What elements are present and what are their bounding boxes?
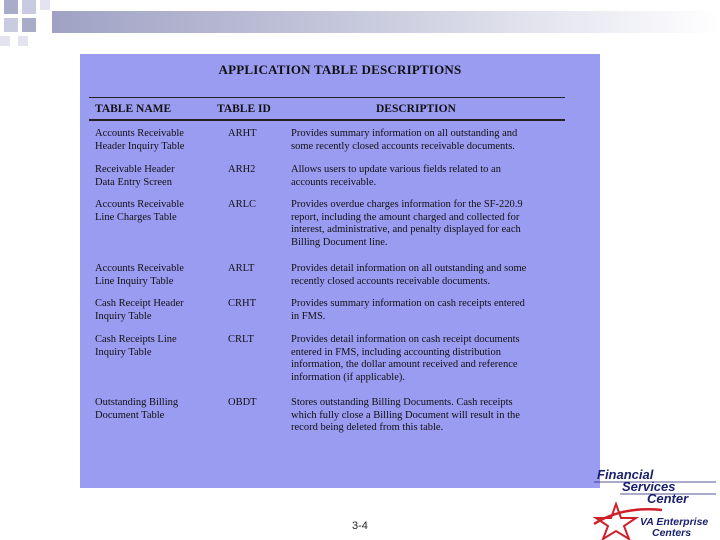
row-desc-cell: Provides summary information on all outstanding and some recently closed accounts receivable documents.	[291, 128, 518, 152]
deco-square	[4, 0, 18, 14]
row-name-cell: Accounts Receivable Line Inquiry Table	[95, 263, 184, 287]
fsc-logo	[592, 466, 720, 540]
row-id-cell: OBDT	[228, 397, 257, 408]
row-name-cell: Receivable Header Data Entry Screen	[95, 164, 175, 188]
row-id-cell: ARLC	[228, 199, 257, 210]
header-description: DESCRIPTION	[376, 103, 456, 115]
logo-text-services: Services	[622, 479, 676, 494]
star-icon	[596, 504, 636, 539]
row-name-cell: Accounts Receivable Header Inquiry Table	[95, 128, 185, 152]
row-desc-cell: Provides detail information on cash receipt documents entered in FMS, including accounting distribution information, the dollar amount received and reference information (if applicable).	[291, 334, 520, 383]
header-table-id: TABLE ID	[217, 103, 271, 115]
row-name-cell: Cash Receipt Header Inquiry Table	[95, 298, 184, 322]
top-gradient-bar	[52, 11, 720, 33]
row-id-cell: ARHT	[228, 128, 257, 139]
deco-square	[18, 36, 28, 46]
row-desc-cell: Stores outstanding Billing Documents. Cash receipts which fully close a Billing Document will result in the record being deleted from this table.	[291, 397, 520, 433]
row-id-cell: ARH2	[228, 164, 256, 175]
page-title: APPLICATION TABLE DESCRIPTIONS	[218, 62, 462, 77]
deco-square	[0, 36, 10, 46]
logo-text-financial: Financial	[597, 467, 654, 482]
row-name-cell: Accounts Receivable Line Charges Table	[95, 199, 184, 223]
content-panel	[80, 54, 600, 488]
row-desc-cell: Allows users to update various fields related to an accounts receivable.	[291, 164, 501, 188]
logo-text-center: Center	[647, 491, 689, 506]
logo-text-va-enterprise: VA Enterprise	[640, 516, 709, 528]
deco-square	[22, 0, 36, 14]
header-table-name: TABLE NAME	[95, 103, 172, 115]
row-id-cell: CRLT	[228, 334, 254, 345]
row-desc-cell: Provides summary information on cash receipts entered in FMS.	[291, 298, 525, 322]
deco-square	[22, 18, 36, 32]
page-number: 3-4	[352, 520, 368, 532]
row-name-cell: Cash Receipts Line Inquiry Table	[95, 334, 177, 358]
header-bottom-rule	[89, 119, 565, 121]
row-name-cell: Outstanding Billing Document Table	[95, 397, 179, 421]
header-top-rule	[89, 97, 565, 98]
row-desc-cell: Provides detail information on all outstanding and some recently closed accounts receivable documents.	[291, 263, 527, 287]
deco-square	[40, 0, 50, 10]
logo-text-centers: Centers	[652, 527, 692, 539]
row-desc-cell: Provides overdue charges information for the SF-220.9 report, including the amount charged and collected for interest, administrative, and penalty displayed for each Billing Document line.	[291, 199, 523, 248]
deco-square	[4, 18, 18, 32]
row-id-cell: CRHT	[228, 298, 257, 309]
row-id-cell: ARLT	[228, 263, 255, 274]
